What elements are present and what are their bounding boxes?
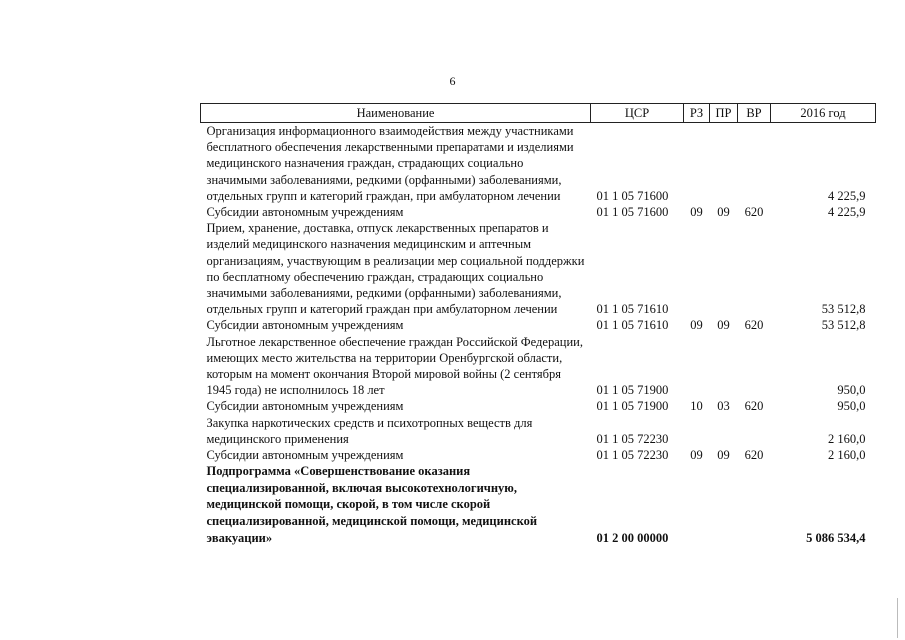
table-row <box>201 447 876 463</box>
row-vr <box>738 415 771 447</box>
header-csr: ЦСР <box>591 104 684 123</box>
header-name: Наименование <box>201 104 591 123</box>
row-rz <box>684 415 710 447</box>
table-row <box>201 220 876 317</box>
row-rz: 10 <box>690 399 703 414</box>
table-row <box>201 123 876 205</box>
row-amount: 2 160,0 <box>828 431 866 446</box>
row-csr: 01 1 05 72230 <box>596 431 669 446</box>
row-name: Льготное лекарственное обеспечение граждан Российской Федерации, имеющих место жительства на территории Оренбургской области, которым на момент окончания Второй мировой войны (2 сентября 1945 года) не исполнилось 18 лет <box>206 334 583 398</box>
table-row <box>201 398 876 414</box>
row-csr: 01 1 05 72230 <box>596 448 669 463</box>
row-vr <box>738 123 771 205</box>
row-amount: 4 225,9 <box>828 205 866 220</box>
row-csr: 01 1 05 71610 <box>596 302 669 317</box>
row-amount: 2 160,0 <box>828 448 866 463</box>
row-name: Субсидии автономным учреждениям <box>206 399 404 414</box>
row-name: Субсидии автономным учреждениям <box>206 318 404 333</box>
row-csr: 01 2 00 00000 <box>596 531 669 546</box>
row-pr: 03 <box>717 399 730 414</box>
row-vr: 620 <box>744 205 764 220</box>
row-csr: 01 1 05 71600 <box>596 188 669 203</box>
scan-artifact <box>897 598 898 638</box>
row-name: Субсидии автономным учреждениям <box>206 205 404 220</box>
budget-table <box>200 103 876 546</box>
row-amount: 950,0 <box>837 399 866 414</box>
row-vr <box>738 334 771 399</box>
row-pr <box>710 334 738 399</box>
row-pr <box>710 123 738 205</box>
row-name: Прием, хранение, доставка, отпуск лекарственных препаратов и изделий медицинского назначения медицинским и аптечным организациям, участвующим в реализации мер социальной поддержки по бесплатному обеспечению граждан, страдающих социально значимыми заболеваниями, редкими (орфанными) заболеваниями, отдельных групп и категорий граждан при амбулаторном лечении <box>206 221 585 317</box>
row-csr: 01 1 05 71900 <box>596 399 669 414</box>
table-row <box>201 334 876 399</box>
row-rz: 09 <box>690 448 703 463</box>
row-vr: 620 <box>744 448 764 463</box>
row-vr <box>738 220 771 317</box>
header-rz: РЗ <box>684 104 710 123</box>
table-row <box>201 317 876 333</box>
row-rz <box>684 123 710 205</box>
row-rz <box>684 220 710 317</box>
table-row <box>201 415 876 447</box>
row-pr <box>710 463 738 546</box>
row-pr <box>710 415 738 447</box>
row-csr: 01 1 05 71900 <box>596 383 669 398</box>
row-amount: 4 225,9 <box>828 188 866 203</box>
row-pr: 09 <box>717 205 730 220</box>
row-name: Организация информационного взаимодействия между участниками бесплатного обеспечения лекарственными препаратами и изделиями медицинского назначения граждан, страдающих социально значимыми заболеваниями, редкими (орфанными) заболеваниями, отдельных групп и категорий граждан, при амбулаторном лечении <box>206 124 574 203</box>
row-rz <box>684 334 710 399</box>
row-amount: 950,0 <box>837 383 866 398</box>
row-vr: 620 <box>744 318 764 333</box>
row-rz: 09 <box>690 318 703 333</box>
page-number: 6 <box>449 74 456 88</box>
header-year: 2016 год <box>771 104 876 123</box>
row-rz <box>684 463 710 546</box>
row-pr: 09 <box>717 318 730 333</box>
row-rz: 09 <box>690 205 703 220</box>
table-row-subprogram <box>201 463 876 546</box>
row-amount: 53 512,8 <box>821 302 866 317</box>
row-vr: 620 <box>744 399 764 414</box>
header-vr: ВР <box>738 104 771 123</box>
row-csr: 01 1 05 71600 <box>596 205 669 220</box>
row-pr: 09 <box>717 448 730 463</box>
row-vr <box>738 463 771 546</box>
row-amount: 5 086 534,4 <box>806 531 866 546</box>
row-name: Подпрограмма «Совершенствование оказания специализированной, включая высокотехнологичную, медицинской помощи, скорой, в том числе скорой специализированной, медицинской помощи, медицинской эвакуации» <box>206 464 538 545</box>
row-name: Субсидии автономным учреждениям <box>206 448 404 463</box>
table-row <box>201 204 876 220</box>
row-amount: 53 512,8 <box>821 318 866 333</box>
header-pr: ПР <box>710 104 738 123</box>
row-csr: 01 1 05 71610 <box>596 318 669 333</box>
row-pr <box>710 220 738 317</box>
table-header-row <box>201 104 876 123</box>
row-name: Закупка наркотических средств и психотропных веществ для медицинского применения <box>206 415 533 446</box>
